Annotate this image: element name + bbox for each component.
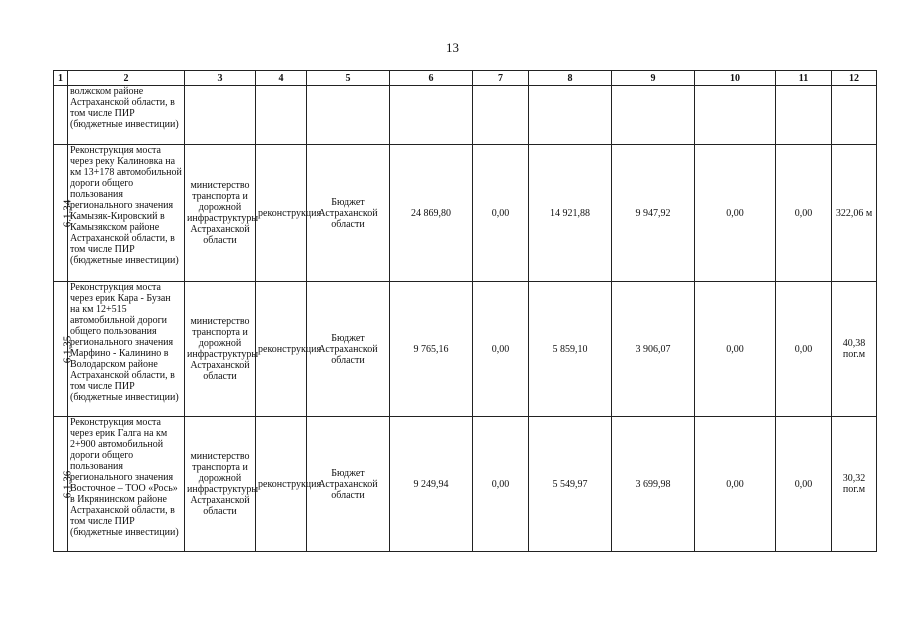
continuation-description: волжском районе Астраханской области, в том числе ПИР (бюджетные инвестиции) [68, 86, 185, 145]
row-number [54, 282, 74, 417]
header-cell: 12 [832, 71, 877, 86]
header-cell: 4 [256, 71, 307, 86]
header-cell: 8 [529, 71, 612, 86]
table-row [54, 282, 877, 417]
page-number: 13 [446, 40, 459, 55]
table-cell [256, 86, 307, 145]
row-col7: 0,00 [473, 145, 529, 282]
row-col7: 0,00 [473, 282, 529, 417]
table-row-continuation [54, 86, 877, 145]
row-description: Реконструкция моста через ерик Кара - Бузан на км 12+515 автомобильной дороги общего пользования регионального значения Марфино - Калинино в Володарском районе Астраханской области, в том числе ПИР (бюджетные инвестиции) [68, 282, 185, 417]
header-row [54, 71, 877, 86]
table-cell [695, 86, 776, 145]
row-source: Бюджет Астраханской области [307, 282, 390, 417]
row-col11: 0,00 [776, 282, 832, 417]
row-col10: 0,00 [695, 282, 776, 417]
row-source: Бюджет Астраханской области [307, 145, 390, 282]
row-col11: 0,00 [776, 417, 832, 552]
row-number-text: 6.1.35 [61, 335, 74, 363]
header-cell: 7 [473, 71, 529, 86]
table-cell [529, 86, 612, 145]
row-description: Реконструкция моста через ерик Галга на км 2+900 автомобильной дороги общего пользования регионального значения Восточное – ТОО «Рось» в Икрянинском районе Астраханской области, в том числе ПИР (бюджетные инвестиции) [68, 417, 185, 552]
table-cell [54, 86, 68, 145]
row-organization: министерство транспорта и дорожной инфраструктуры Астраханской области [185, 417, 256, 552]
row-col6: 24 869,80 [390, 145, 473, 282]
row-col10: 0,00 [695, 145, 776, 282]
row-source: Бюджет Астраханской области [307, 417, 390, 552]
row-work-type: реконструкция [256, 145, 307, 282]
row-col9: 3 906,07 [612, 282, 695, 417]
row-col6: 9 765,16 [390, 282, 473, 417]
investment-table [53, 70, 877, 552]
header-cell: 1 [54, 71, 68, 86]
row-col11: 0,00 [776, 145, 832, 282]
row-work-type: реконструкция [256, 282, 307, 417]
row-col8: 14 921,88 [529, 145, 612, 282]
row-col9: 9 947,92 [612, 145, 695, 282]
header-cell: 11 [776, 71, 832, 86]
row-number-text: 6.1.36 [61, 470, 74, 498]
row-organization: министерство транспорта и дорожной инфраструктуры Астраханской области [185, 145, 256, 282]
header-cell: 2 [68, 71, 185, 86]
header-cell: 5 [307, 71, 390, 86]
row-number [54, 417, 74, 552]
table-cell [612, 86, 695, 145]
header-cell: 9 [612, 71, 695, 86]
row-col12: 40,38 пог.м [832, 282, 877, 417]
table-cell [307, 86, 390, 145]
row-col8: 5 549,97 [529, 417, 612, 552]
row-col10: 0,00 [695, 417, 776, 552]
table-cell [390, 86, 473, 145]
table-cell [832, 86, 877, 145]
row-col12: 322,06 м [832, 145, 877, 282]
row-number [54, 145, 74, 282]
table-cell [776, 86, 832, 145]
row-col12: 30,32 пог.м [832, 417, 877, 552]
row-description: Реконструкция моста через реку Калиновка на км 13+178 автомобильной дороги общего пользования регионального значения Камызяк-Кировский в Камызякском районе Астраханской области, в том числе ПИР (бюджетные инвестиции) [68, 145, 185, 282]
row-work-type: реконструкция [256, 417, 307, 552]
row-col8: 5 859,10 [529, 282, 612, 417]
row-col9: 3 699,98 [612, 417, 695, 552]
row-col7: 0,00 [473, 417, 529, 552]
header-cell: 3 [185, 71, 256, 86]
table-cell [473, 86, 529, 145]
table-row [54, 417, 877, 552]
row-number-text: 6.1.34 [61, 199, 74, 227]
table-cell [185, 86, 256, 145]
row-col6: 9 249,94 [390, 417, 473, 552]
row-organization: министерство транспорта и дорожной инфраструктуры Астраханской области [185, 282, 256, 417]
header-cell: 6 [390, 71, 473, 86]
table-row [54, 145, 877, 282]
header-cell: 10 [695, 71, 776, 86]
